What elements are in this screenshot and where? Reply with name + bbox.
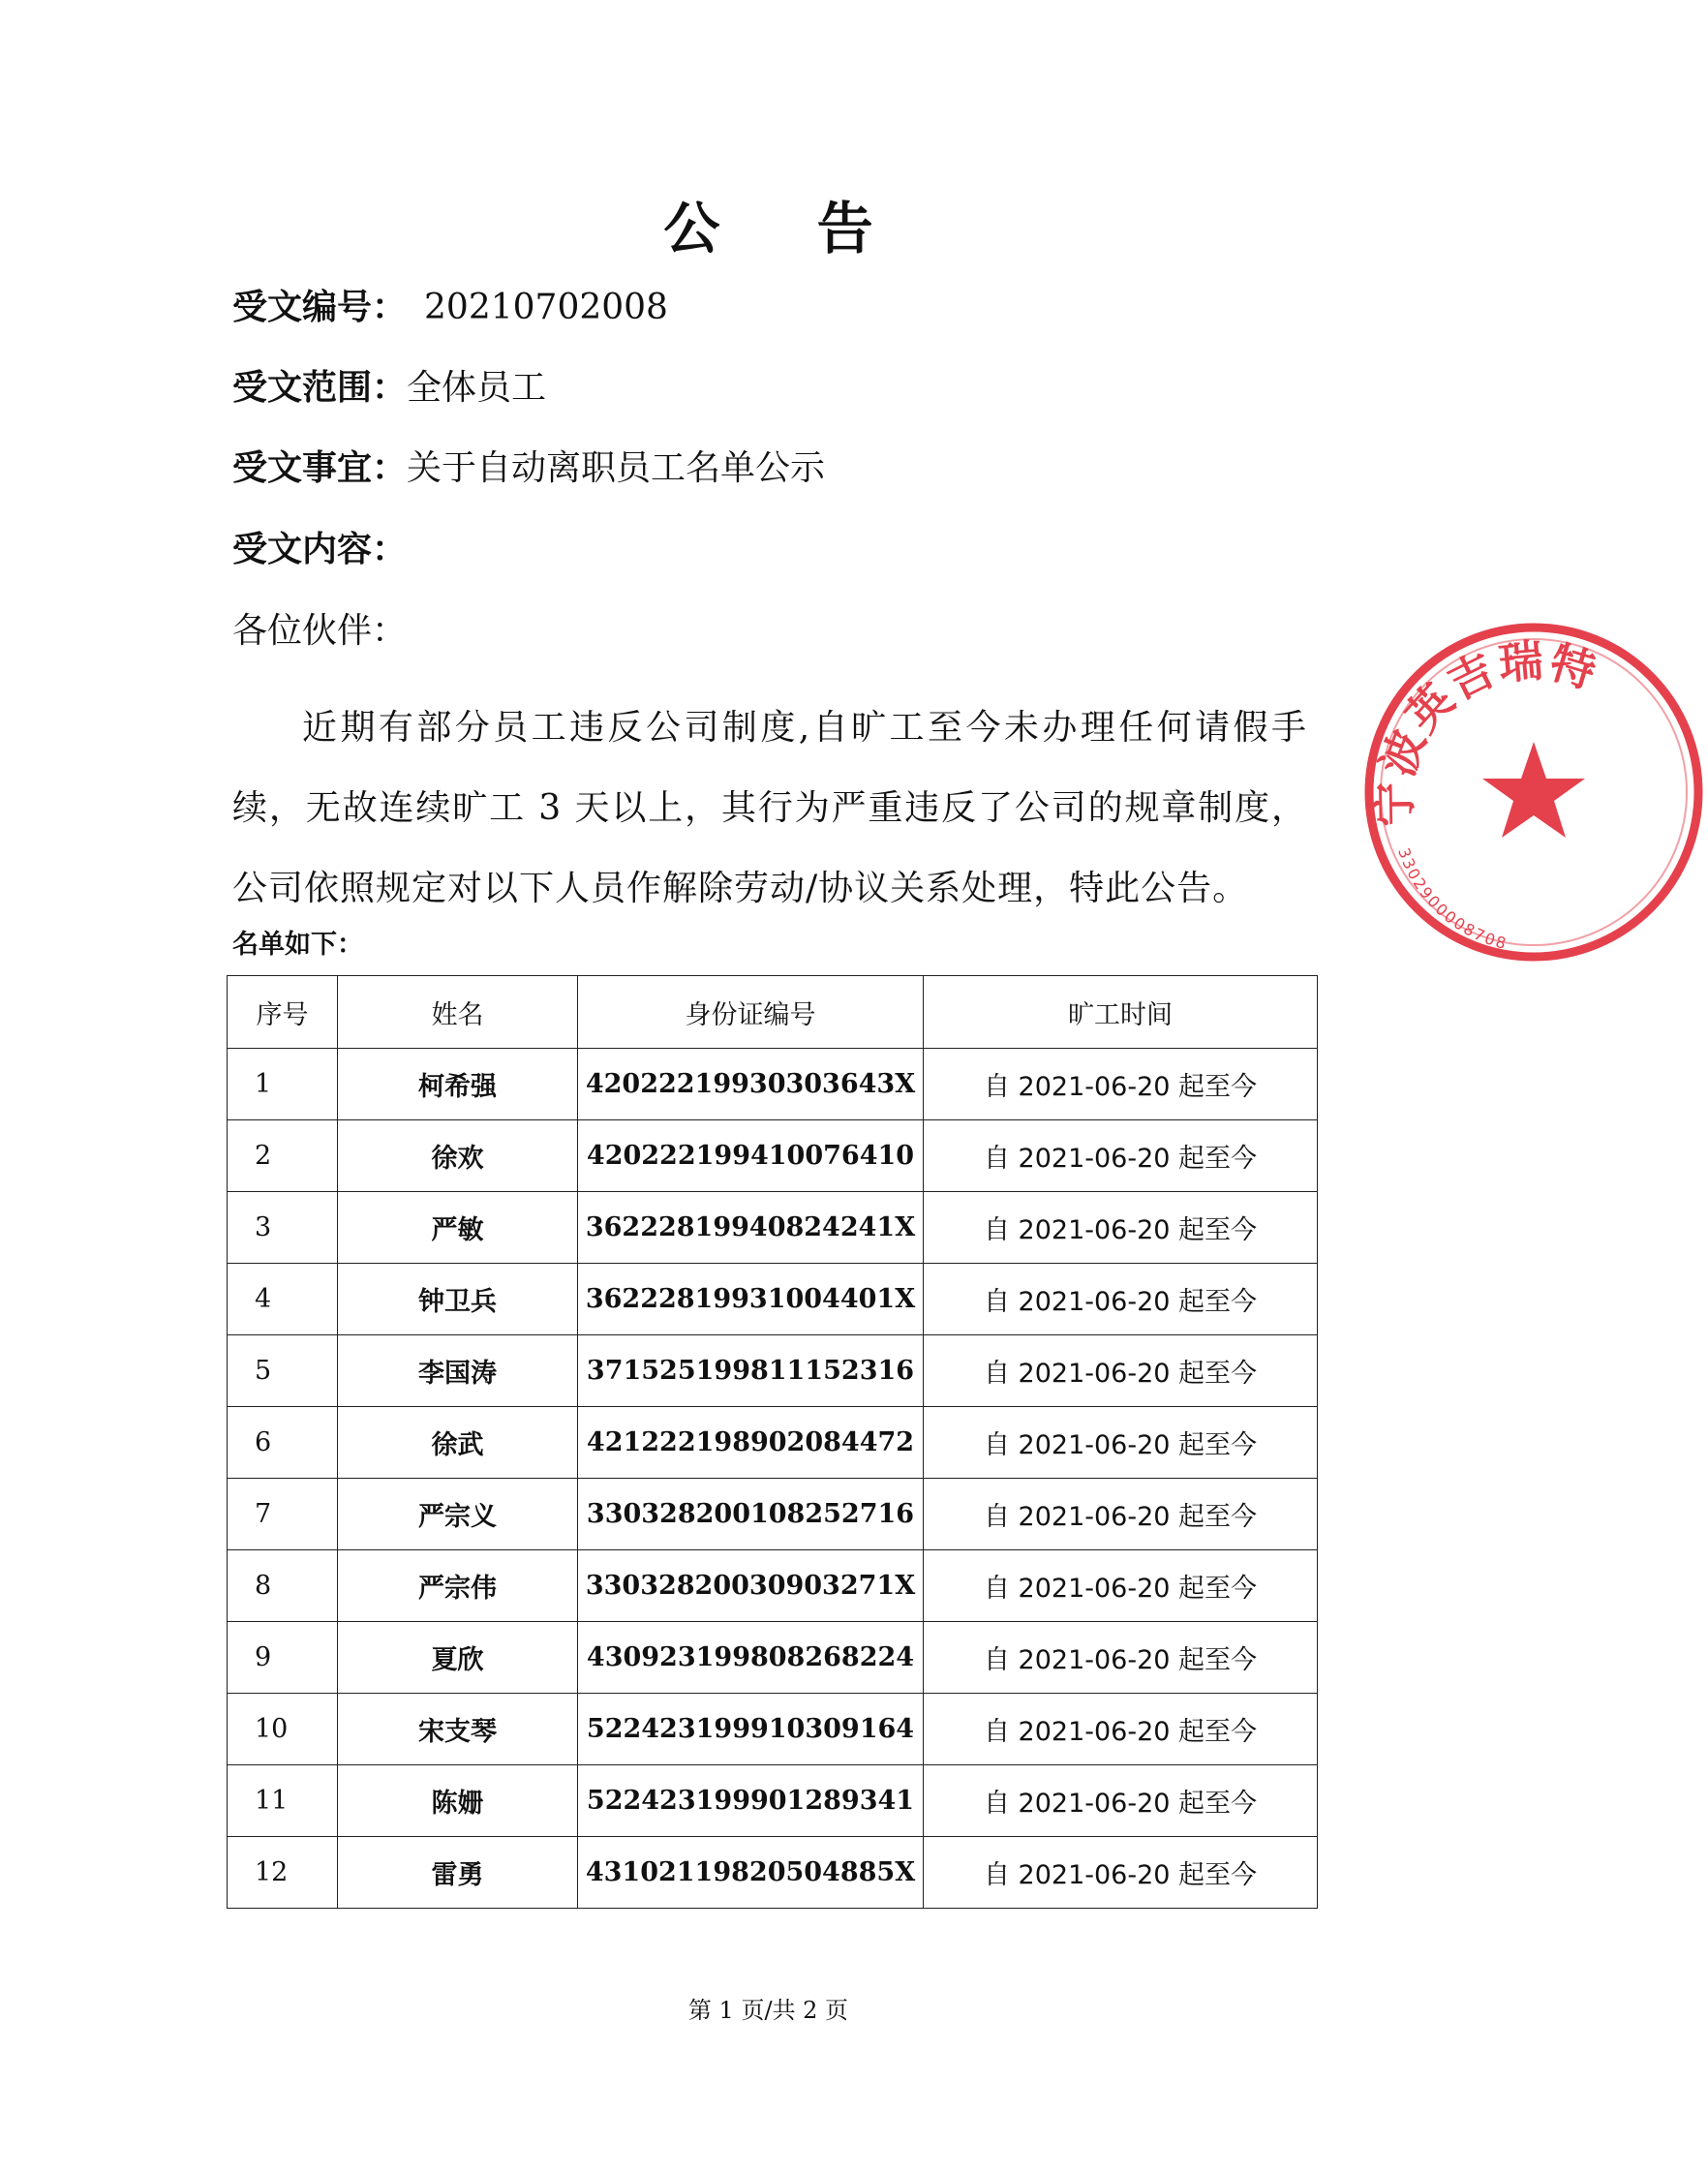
cell-id: 420222199410076410: [578, 1120, 924, 1192]
cell-seq: 1: [228, 1049, 338, 1120]
meta-value: 关于自动离职员工名单公示: [407, 448, 826, 488]
page-footer: 第 1 页/共 2 页: [687, 1997, 849, 2024]
cell-seq: 8: [228, 1550, 338, 1622]
company-seal: [1359, 618, 1604, 966]
cell-seq: 10: [228, 1694, 338, 1765]
meta-label: 受文编号：: [232, 287, 408, 327]
cell-time: 自 2021-06-20 起至今: [924, 1407, 1318, 1479]
cell-seq: 3: [228, 1192, 338, 1264]
meta-label: 受文范围：: [232, 367, 408, 408]
table-row: [228, 1192, 1318, 1264]
cell-time: 自 2021-06-20 起至今: [924, 1192, 1318, 1264]
cell-time: 自 2021-06-20 起至今: [924, 1335, 1318, 1407]
meta-row-content: [232, 525, 407, 574]
table-row: [228, 1120, 1318, 1192]
cell-name: 雷勇: [338, 1837, 578, 1909]
cell-time: 自 2021-06-20 起至今: [924, 1622, 1318, 1694]
cell-seq: 4: [228, 1264, 338, 1335]
cell-time: 自 2021-06-20 起至今: [924, 1765, 1318, 1837]
meta-row-doc-number: [232, 283, 668, 332]
meta-value: 20210702008: [424, 288, 668, 327]
header-seq: 序号: [228, 976, 338, 1049]
cell-seq: 7: [228, 1479, 338, 1550]
cell-seq: 6: [228, 1407, 338, 1479]
cell-seq: 12: [228, 1837, 338, 1909]
cell-id: 42022219930303643X: [578, 1049, 924, 1120]
cell-seq: 11: [228, 1765, 338, 1837]
table-row: [228, 1622, 1318, 1694]
seal-star-icon: [1482, 742, 1585, 838]
meta-row-scope: [232, 363, 546, 413]
cell-time: 自 2021-06-20 起至今: [924, 1550, 1318, 1622]
cell-id: 522423199910309164: [578, 1694, 924, 1765]
table-row: [228, 1479, 1318, 1550]
meta-value: 全体员工: [407, 368, 547, 408]
cell-name: 徐欢: [338, 1120, 578, 1192]
meta-row-subject: [232, 444, 825, 493]
cell-name: 宋支琴: [338, 1694, 578, 1765]
table-row: [228, 1694, 1318, 1765]
cell-id: 33032820030903271X: [578, 1550, 924, 1622]
header-name: 姓名: [338, 976, 578, 1049]
cell-name: 严敏: [338, 1192, 578, 1264]
cell-id: 371525199811152316: [578, 1335, 924, 1407]
cell-time: 自 2021-06-20 起至今: [924, 1837, 1318, 1909]
meta-label: 受文内容：: [232, 529, 408, 569]
table-row: [228, 1407, 1318, 1479]
cell-id: 330328200108252716: [578, 1479, 924, 1550]
cell-id: 36222819940824241X: [578, 1192, 924, 1264]
cell-id: 43102119820504885X: [578, 1837, 924, 1909]
table-row: [228, 1765, 1318, 1837]
cell-name: 徐武: [338, 1407, 578, 1479]
cell-time: 自 2021-06-20 起至今: [924, 1264, 1318, 1335]
body-paragraph: 近期有部分员工违反公司制度,自旷工至今未办理任何请假手续，无故连续旷工 3 天以上，其行为严重违反了公司的规章制度，公司依照规定对以下人员作解除劳动/协议关系处理，特此公告。: [232, 708, 1307, 908]
table-header-row: [228, 976, 1318, 1049]
table-row: [228, 1264, 1318, 1335]
cell-id: 522423199901289341: [578, 1765, 924, 1837]
table-row: [228, 1049, 1318, 1120]
header-id: 身份证编号: [578, 976, 924, 1049]
table-row: [228, 1550, 1318, 1622]
cell-name: 陈姗: [338, 1765, 578, 1837]
seal-number: 3302900008708: [1394, 844, 1510, 954]
page-title: 公 告: [663, 196, 912, 261]
cell-name: 钟卫兵: [338, 1264, 578, 1335]
table-row: [228, 1335, 1318, 1407]
cell-id: 36222819931004401X: [578, 1264, 924, 1335]
employee-table: [227, 975, 1318, 1909]
cell-name: 李国涛: [338, 1335, 578, 1407]
seal-text: 宁波英吉瑞特: [1367, 633, 1604, 827]
cell-name: 夏欣: [338, 1622, 578, 1694]
seal-stamp-icon: [1359, 618, 1708, 966]
employee-table-wrap: [227, 975, 1318, 1909]
cell-seq: 9: [228, 1622, 338, 1694]
greeting: 各位伙伴：: [232, 611, 408, 651]
cell-time: 自 2021-06-20 起至今: [924, 1049, 1318, 1120]
list-heading: 名单如下：: [232, 930, 363, 960]
table-row: [228, 1837, 1318, 1909]
cell-time: 自 2021-06-20 起至今: [924, 1479, 1318, 1550]
cell-time: 自 2021-06-20 起至今: [924, 1120, 1318, 1192]
cell-name: 严宗义: [338, 1479, 578, 1550]
meta-label: 受文事宜：: [232, 447, 408, 488]
cell-time: 自 2021-06-20 起至今: [924, 1694, 1318, 1765]
cell-seq: 5: [228, 1335, 338, 1407]
cell-name: 严宗伟: [338, 1550, 578, 1622]
cell-id: 430923199808268224: [578, 1622, 924, 1694]
cell-seq: 2: [228, 1120, 338, 1192]
cell-id: 421222198902084472: [578, 1407, 924, 1479]
header-time: 旷工时间: [924, 976, 1318, 1049]
cell-name: 柯希强: [338, 1049, 578, 1120]
